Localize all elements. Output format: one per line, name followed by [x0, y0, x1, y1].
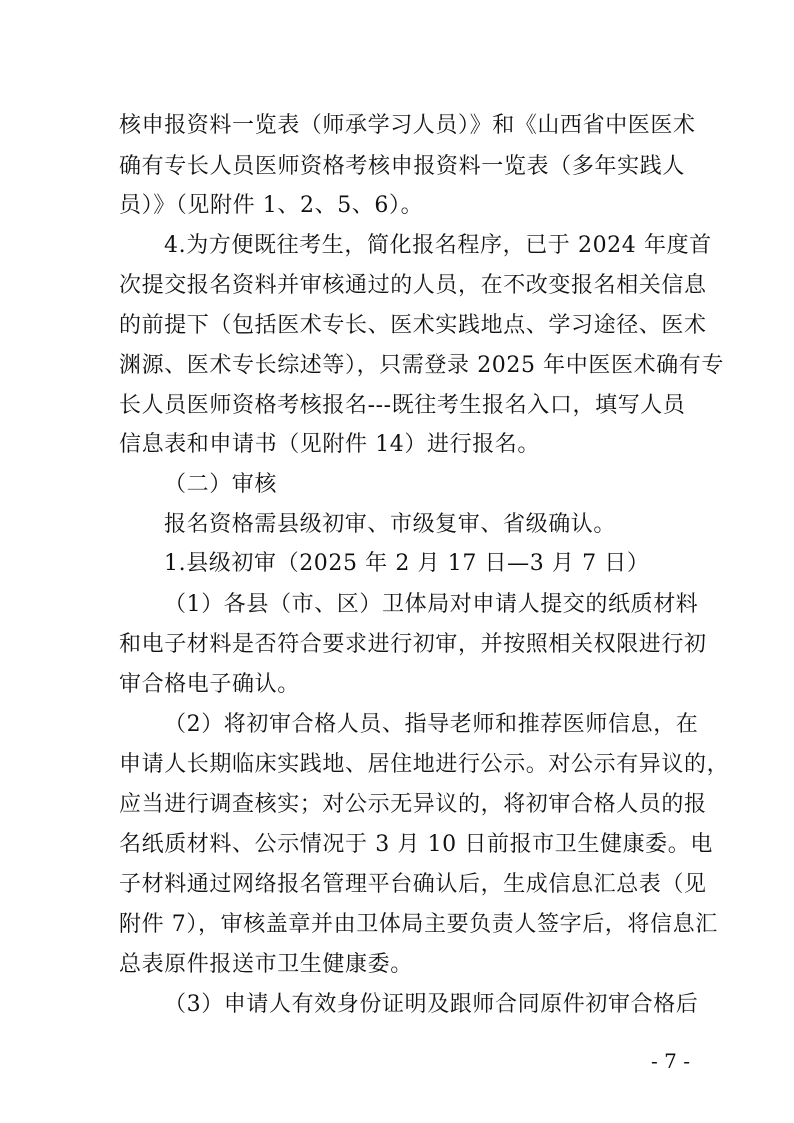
body-text-line: 长人员医师资格考核报名---既往考生报名入口，填写人员 — [119, 393, 686, 418]
body-text-line: 名纸质材料、公示情况于 3 月 10 日前报市卫生健康委。电 — [119, 832, 713, 857]
body-text-line: 确有专长人员医师资格考核申报资料一览表（多年实践人 — [119, 154, 685, 179]
body-text-line: 和电子材料是否符合要求进行初审，并按照相关权限进行初 — [119, 632, 707, 657]
body-text-line: 应当进行调查核实；对公示无异议的，将初审合格人员的报 — [119, 792, 707, 817]
body-text-line: 1.县级初审（2025 年 2 月 17 日—3 月 7 日） — [164, 551, 650, 576]
body-text-line: 附件 7），审核盖章并由卫体局主要负责人签字后，将信息汇 — [119, 912, 718, 937]
section-heading: （二）审核 — [164, 472, 278, 497]
body-text-line: （1）各县（市、区）卫体局对申请人提交的纸质材料 — [164, 592, 699, 617]
body-text-line: 员）》（见附件 1、2、5、6）。 — [119, 193, 424, 218]
body-text-line: 4.为方便既往考生，简化报名程序，已于 2024 年度首 — [164, 233, 712, 258]
body-text-line: 的前提下（包括医术专长、医术实践地点、学习途径、医术 — [119, 313, 707, 338]
page-number: - 7 - — [651, 1049, 690, 1073]
body-text-line: （3）申请人有效身份证明及跟师合同原件初审合格后 — [164, 992, 699, 1017]
body-text-line: 信息表和申请书（见附件 14）进行报名。 — [119, 432, 540, 457]
body-text-line: 次提交报名资料并审核通过的人员，在不改变报名相关信息 — [119, 273, 707, 298]
body-text-line: 总表原件报送市卫生健康委。 — [119, 952, 413, 977]
body-text-line: （2）将初审合格人员、指导老师和推荐医师信息，在 — [164, 712, 699, 737]
body-text-line: 报名资格需县级初审、市级复审、省级确认。 — [164, 512, 617, 537]
body-text-line: 核申报资料一览表（师承学习人员）》和《山西省中医医术 — [119, 113, 696, 138]
body-text-line: 子材料通过网络报名管理平台确认后，生成信息汇总表（见 — [119, 872, 707, 897]
body-text-line: 渊源、医术专长综述等），只需登录 2025 年中医医术确有专 — [119, 353, 724, 378]
body-text-line: 审合格电子确认。 — [119, 672, 300, 697]
body-text-line: 申请人长期临床实践地、居住地进行公示。对公示有异议的， — [119, 752, 730, 777]
